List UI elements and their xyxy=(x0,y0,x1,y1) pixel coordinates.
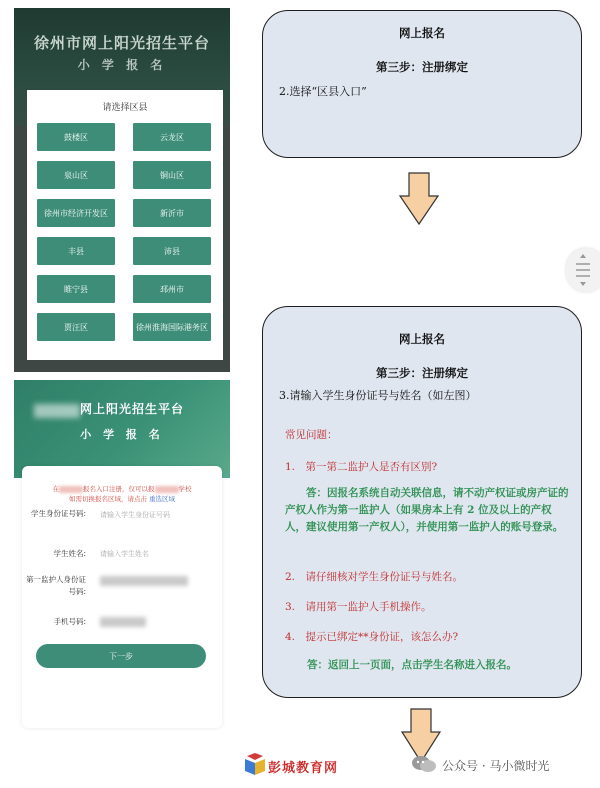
guardian-id-label: 第一监护人身份证号码: xyxy=(26,575,86,596)
site-logo-text: 彭城教育网 xyxy=(268,761,339,776)
district-button-quanshan[interactable]: 泉山区 xyxy=(37,161,115,189)
phone2-title: 网上阳光招生平台 xyxy=(80,402,185,416)
next-step-button[interactable]: 下一步 xyxy=(36,644,206,668)
district-button-jiawang[interactable]: 贾汪区 xyxy=(37,313,115,341)
phone1-title: 徐州市网上阳光招生平台 xyxy=(33,34,210,52)
step-box-2 xyxy=(262,306,582,698)
district-button-suining[interactable]: 睢宁县 xyxy=(37,275,115,303)
faq-question-4: 4. 提示已绑定**身份证，该怎么办? xyxy=(285,631,459,643)
district-button-gulou[interactable]: 鼓楼区 xyxy=(37,123,115,151)
box1-step: 第三步：注册绑定 xyxy=(376,60,468,74)
box1-title: 网上报名 xyxy=(399,26,445,40)
box2-step: 第三步：注册绑定 xyxy=(376,366,468,380)
student-name-input[interactable]: 请输入学生姓名 xyxy=(100,550,149,558)
step-box-1 xyxy=(262,10,582,158)
phone1-subtitle: 小 学 报 名 xyxy=(77,58,167,72)
book-logo-icon xyxy=(244,753,266,777)
student-id-label: 学生身份证号码: xyxy=(30,509,86,518)
down-arrow-icon xyxy=(398,172,440,226)
district-button-fengxian[interactable]: 丰县 xyxy=(37,237,115,265)
notice-line-1: 在 报名入口注册，仅可以报 学校 xyxy=(52,485,192,493)
phone2-subtitle: 小 学 报 名 xyxy=(80,428,164,441)
student-name-label: 学生姓名: xyxy=(53,549,86,558)
faq-question-3: 3. 请用第一监护人手机操作。 xyxy=(285,601,432,613)
district-button-xinyi[interactable]: 新沂市 xyxy=(133,199,211,227)
wechat-account-label: 公众号 · 马小微时光 xyxy=(442,759,550,773)
district-button-yunlong[interactable]: 云龙区 xyxy=(133,123,211,151)
side-menu-widget[interactable] xyxy=(566,248,600,292)
reselect-region-link[interactable]: 重选区域 xyxy=(149,495,176,503)
district-button-port-area[interactable]: 徐州淮海国际港务区 xyxy=(133,313,211,341)
box2-text: 3.请输入学生身份证号与姓名（如左图） xyxy=(279,389,477,402)
faq-heading: 常见问题： xyxy=(285,429,338,441)
phone-number-label: 手机号码: xyxy=(53,617,86,626)
faq-answer-4: 答：返回上一页面，点击学生名称进入报名。 xyxy=(307,659,517,671)
district-select-screenshot xyxy=(14,8,230,372)
wechat-icon xyxy=(410,754,438,774)
district-button-econ-dev[interactable]: 徐州市经济开发区 xyxy=(37,199,115,227)
district-button-pizhou[interactable]: 邳州市 xyxy=(133,275,211,303)
phone-number-input[interactable] xyxy=(100,617,146,627)
faq-question-1: 1. 第一第二监护人是否有区别? xyxy=(285,461,438,473)
faq-answer-1: 答：因报名系统自动关联信息，请不动产权证或房产证的产权人作为第一监护人（如果房本上有 2 位及以上的产权人，建议使用第一产权人），并使用第一监护人的账号登录。 xyxy=(285,487,569,533)
registration-form-screenshot xyxy=(14,380,230,736)
box2-title: 网上报名 xyxy=(399,332,445,346)
faq-question-2: 2. 请仔细核对学生身份证号与姓名。 xyxy=(285,571,464,583)
student-id-input[interactable]: 请输入学生身份证号码 xyxy=(100,511,170,519)
blurred-city-name xyxy=(34,404,80,418)
district-button-peixian[interactable]: 沛县 xyxy=(133,237,211,265)
district-panel-title: 请选择区县 xyxy=(102,103,148,113)
district-panel xyxy=(27,90,223,360)
notice-line-2: 如需切换报名区域，请点击 重选区域 xyxy=(68,495,176,503)
box1-text: 2.选择“区县入口” xyxy=(279,85,367,98)
district-button-tongshan[interactable]: 铜山区 xyxy=(133,161,211,189)
guardian-id-input[interactable] xyxy=(100,576,188,586)
registration-card xyxy=(22,466,222,728)
menu-lines-icon xyxy=(566,248,600,292)
